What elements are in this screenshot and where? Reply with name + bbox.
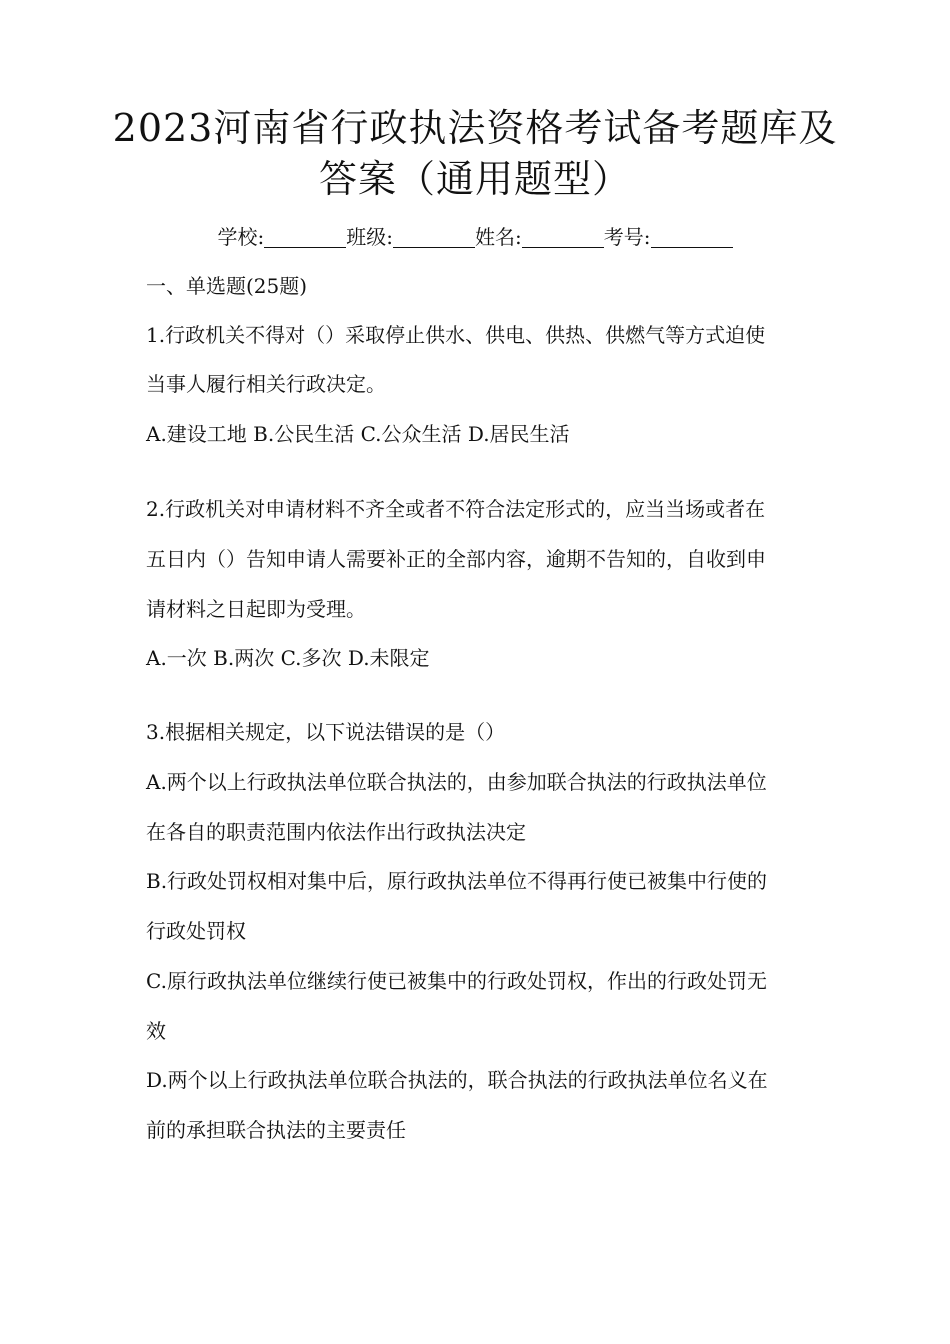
question-2-options: A.一次 B.两次 C.多次 D.未限定 xyxy=(146,646,430,670)
class-blank xyxy=(393,227,475,248)
class-label: 班级: xyxy=(346,225,393,249)
document-title-line-2: 答案（通用题型） xyxy=(318,157,631,201)
student-info-row xyxy=(0,222,950,252)
question-2-line-3: 请材料之日起即为受理。 xyxy=(146,597,366,621)
question-1-options: A.建设工地 B.公民生活 C.公众生活 D.居民生活 xyxy=(146,422,570,446)
section-heading: 一、单选题(25题) xyxy=(146,274,308,298)
name-label: 姓名: xyxy=(475,225,522,249)
question-3-option-c-line-2: 效 xyxy=(146,1019,166,1043)
question-3-option-d-line-2: 前的承担联合执法的主要责任 xyxy=(146,1118,406,1142)
school-blank xyxy=(264,227,346,248)
question-3-option-b-line-1: B.行政处罚权相对集中后，原行政执法单位不得再行使已被集中行使的 xyxy=(146,869,768,893)
question-3-option-a-line-1: A.两个以上行政执法单位联合执法的，由参加联合执法的行政执法单位 xyxy=(146,770,767,794)
question-1-line-2: 当事人履行相关行政决定。 xyxy=(146,372,386,396)
question-3-stem: 3.根据相关规定，以下说法错误的是（） xyxy=(146,720,506,744)
document-title-line-1: 2023河南省行政执法资格考试备考题库及 xyxy=(112,106,838,150)
question-3-option-c-line-1: C.原行政执法单位继续行使已被集中的行政处罚权，作出的行政处罚无 xyxy=(146,969,767,993)
exam-number-blank xyxy=(651,227,733,248)
question-2-line-2: 五日内（）告知申请人需要补正的全部内容，逾期不告知的，自收到申 xyxy=(146,547,766,571)
name-blank xyxy=(522,227,604,248)
question-2-line-1: 2.行政机关对申请材料不齐全或者不符合法定形式的，应当当场或者在 xyxy=(146,497,766,521)
exam-number-label: 考号: xyxy=(603,225,651,249)
question-3-option-d-line-1: D.两个以上行政执法单位联合执法的，联合执法的行政执法单位名义在 xyxy=(146,1068,768,1092)
question-3-option-b-line-2: 行政处罚权 xyxy=(146,919,246,943)
question-3-option-a-line-2: 在各自的职责范围内依法作出行政执法决定 xyxy=(146,820,526,844)
school-label: 学校: xyxy=(217,225,265,249)
question-1-line-1: 1.行政机关不得对（）采取停止供水、供电、供热、供燃气等方式迫使 xyxy=(146,323,766,347)
